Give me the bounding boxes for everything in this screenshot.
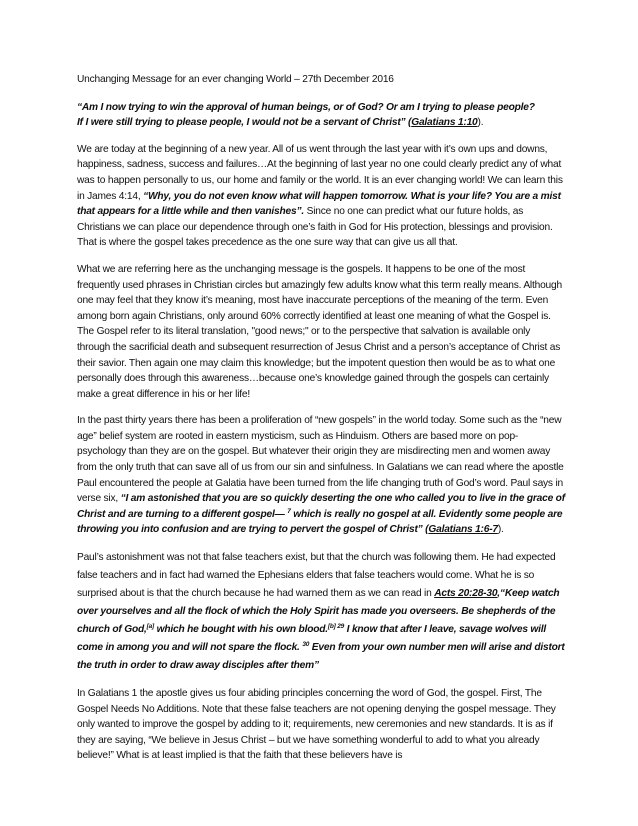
document-title: Unchanging Message for an ever changing World – 27th December 2016 (77, 74, 394, 85)
paragraph-3-text-a: In the past thirty years there has been a proliferation of “new gospels” in the world today. Some such as the “new age” belief system are rooted in eastern mysticism, such as Hinduism. Others are based more on pop-psychology than they are on the gospel. But whatever their origin they are misdirecting men and women away from the only truth that can save all of us from our sin and sinfulness. In Galatians we can read where the apostle Paul encountered the people at Galatia have been turned from the life changing truth of God’s word. Paul says in verse six, (77, 415, 564, 505)
james-quote: “Why, you do not even know what will happen tomorrow. What is your life? You are a mist that appears for a little while and then vanishes”. (77, 190, 561, 218)
paragraph-1-text-a: We are today at the beginning of a new year. All of us went through the last year with it’s own ups and downs, happiness, sadness, success and failures…At the beginning of last year no one could clearly predict any of what was to happen personally to us, our home and family or the world. It is an ever changing world! We can learn this in James 4:14, (77, 143, 563, 202)
paragraph-4 (77, 549, 565, 675)
acts-quote-d: Even from your own number men will arise and distort the truth in order to draw away disciples after them” (77, 642, 565, 672)
footnote-b-link[interactable]: [b] 29 (327, 623, 345, 631)
acts-20-28-30-link[interactable]: Acts 20:28-30 (434, 588, 498, 600)
paragraph-1 (77, 142, 565, 251)
paragraph-5: In Galatians 1 the apostle gives us four abiding principles concerning the word of God, the gospel. First, The Gospel Needs No Additions. Note that these false teachers are not opening denying the gospel message. They only wanted to improve the gospel by adding to it; requirements, new ceremonies and new standards. It is as if they are saying, “We believe in Jesus Christ – but we have something wonderful to add to what you already believe!” What is at least implied is that the faith that these believers have is (77, 688, 556, 762)
intro-quote (77, 100, 565, 131)
acts-quote-c: I know that after I leave, savage wolves will come in among you and will not spare the flock. (77, 624, 547, 654)
verse-number: 7 (287, 507, 291, 515)
paragraph-3 (77, 413, 565, 538)
intro-quote-line1: “Am I now trying to win the approval of human beings, or of God? Or am I trying to please people? (77, 101, 535, 113)
paragraph-3-tail: ). (497, 524, 504, 536)
paragraph-1-text-b: Since no one can predict what our future holds, as Christians we can place our dependence through one’s faith in God for His protection, blessings and provision. That is where the gospel takes precedence as the one sure way that can give us all that. (77, 206, 553, 249)
intro-quote-line2: If I were still trying to please people, I would not be a servant of Christ” ( (77, 117, 412, 129)
verse-number: 30 (302, 641, 310, 649)
paragraph-2: What we are referring here as the unchanging message is the gospels. It happens to be one of the most frequently used phrases in Christian circles but amazingly few adults know what this term really means. Although one may feel that they know it’s meaning, most have inaccurate perceptions of the meaning of the term. Even among born again Christians, only around 60% correctly identified at least one meaning of what the Gospel is. The Gospel refer to its literal translation, "good news;" or to the perspective that salvation is available only through the sacrificial death and subsequent resurrection of Jesus Christ and a person’s acceptance of Christ as their savior. Then again one may claim this knowledge; but the impotent question then would be as to what one personally does through this awareness…because one’s knowledge gained through the gospels can certainly make a great difference in his or her life! (77, 263, 562, 400)
galatians-quote-b: which is really no gospel at all. Evidently some people are throwing you into confusion and are trying to pervert the gospel of Christ” ( (77, 508, 563, 536)
galatians-1-10-link[interactable]: Galatians 1:10 (411, 117, 478, 129)
document-page (77, 72, 565, 775)
intro-quote-tail: ). (477, 117, 484, 129)
acts-quote-b: which he bought with his own blood. (154, 624, 328, 636)
footnote-a-link[interactable]: [a] (146, 623, 155, 631)
paragraph-4-text-a: Paul’s astonishment was not that false teachers exist, but that the church was following them. He had expected false teachers and in fact had warned the Ephesians elders that false teachers would come. What he is so surprised about is that the church because he had warned them as we can read in (77, 552, 556, 600)
acts-quote-a: ,“Keep watch over yourselves and all the flock of which the Holy Spirit has made you overseers. Be shepherds of the church of God, (77, 588, 560, 636)
galatians-quote-a: “I am astonished that you are so quickly deserting the one who called you to live in the grace of Christ and are turning to a different gospel— (77, 493, 565, 520)
galatians-1-6-7-link[interactable]: Galatians 1:6-7 (428, 524, 498, 536)
